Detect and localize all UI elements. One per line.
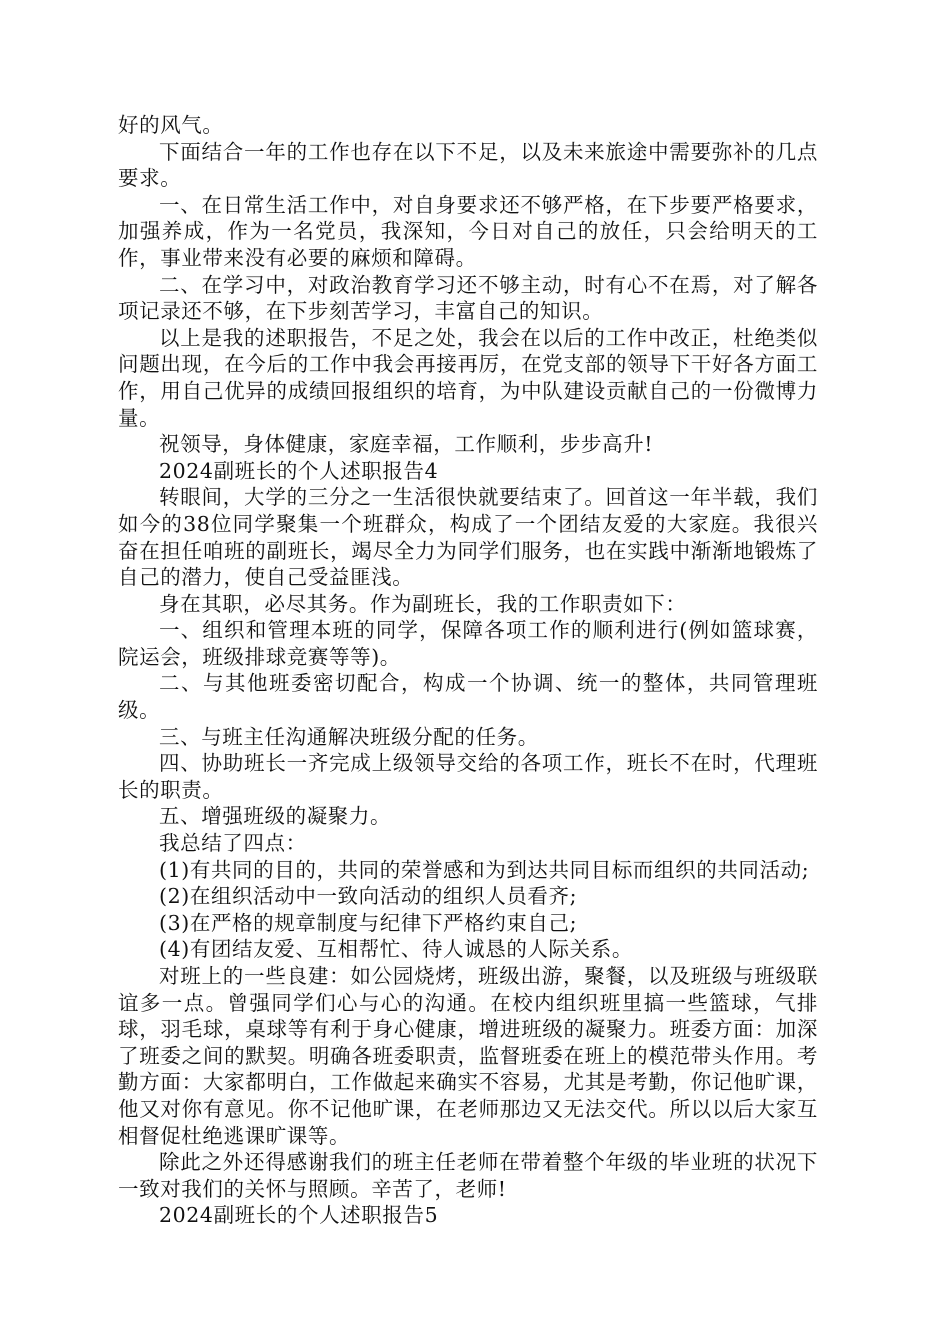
- section-heading-report-4: 2024副班长的个人述职报告4: [159, 458, 439, 483]
- paragraph-conclusion: 以上是我的述职报告，不足之处，我会在以后的工作中改正，杜绝类似问题出现，在今后的工作中我会再接再厉，在党支部的领导下干好各方面工作，用自己优异的成绩回报组织的培育，为中队建设贡献自己的一份微博力量。: [118, 325, 818, 430]
- paragraph-duty-4: 四、协助班长一齐完成上级领导交给的各项工作，班长不在时，代理班长的职责。: [118, 751, 818, 802]
- paragraph-shortcoming-1: 一、在日常生活工作中，对自身要求还不够严格，在下步要严格要求，加强养成，作为一名党员，我深知，今日对自己的放任，只会给明天的工作，事业带来没有必要的麻烦和障碍。: [118, 192, 818, 270]
- paragraph-point-2: (2)在组织活动中一致向活动的组织人员看齐;: [159, 884, 578, 909]
- paragraph-summary-intro: 我总结了四点：: [159, 831, 307, 856]
- paragraph-shortcomings-intro: 下面结合一年的工作也存在以下不足，以及未来旅途中需要弥补的几点要求。: [118, 139, 818, 191]
- paragraph-report4-intro: 转眼间，大学的三分之一生活很快就要结束了。回首这一年半载，我们如今的38位同学聚集一个班群众，构成了一个团结友爱的大家庭。我很兴奋在担任咱班的副班长，竭尽全力为同学们服务，也在实践中渐渐地锻炼了自己的潜力，使自己受益匪浅。: [118, 485, 818, 590]
- section-heading-report-5: 2024副班长的个人述职报告5: [159, 1203, 439, 1228]
- paragraph-duties-intro: 身在其职，必尽其务。作为副班长，我的工作职责如下：: [159, 591, 687, 616]
- paragraph-duty-3: 三、与班主任沟通解决班级分配的任务。: [159, 724, 539, 749]
- paragraph-point-3: (3)在严格的规章制度与纪律下严格约束自己;: [159, 910, 578, 935]
- paragraph-continuation: 好的风气。: [118, 113, 224, 137]
- paragraph-duty-1: 一、组织和管理本班的同学，保障各项工作的顺利进行(例如篮球赛，院运会，班级排球竞赛等等)。: [118, 618, 818, 669]
- paragraph-suggestions: 对班上的一些良建：如公园烧烤，班级出游，聚餐，以及班级与班级联谊多一点。曾强同学们心与心的沟通。在校内组织班里搞一些篮球，气排球，羽毛球，桌球等有利于身心健康，增进班级的凝聚力。班委方面：加深了班委之间的默契。明确各班委职责，监督班委在班上的模范带头作用。考勤方面：大家都明白，工作做起来确实不容易，尤其是考勤，你记他旷课，他又对你有意见。你不记他旷课，在老师那边又无法交代。所以以后大家互相督促杜绝逃课旷课等。: [118, 964, 818, 1148]
- paragraph-thanks: 除此之外还得感谢我们的班主任老师在带着整个年级的毕业班的状况下一致对我们的关怀与照顾。辛苦了，老师!: [118, 1150, 818, 1201]
- paragraph-wishes: 祝领导，身体健康，家庭幸福，工作顺利，步步高升!: [159, 432, 654, 457]
- paragraph-point-1: (1)有共同的目的，共同的荣誉感和为到达共同目标而组织的共同活动;: [159, 857, 810, 882]
- paragraph-duty-5: 五、增强班级的凝聚力。: [159, 804, 392, 829]
- paragraph-shortcoming-2: 二、在学习中，对政治教育学习还不够主动，时有心不在焉，对了解各项记录还不够，在下步刻苦学习，丰富自己的知识。: [118, 272, 818, 324]
- paragraph-point-4: (4)有团结友爱、互相帮忙、待人诚恳的人际关系。: [159, 937, 633, 962]
- paragraph-duty-2: 二、与其他班委密切配合，构成一个协调、统一的整体，共同管理班级。: [118, 671, 818, 723]
- document-body: [118, 112, 818, 1229]
